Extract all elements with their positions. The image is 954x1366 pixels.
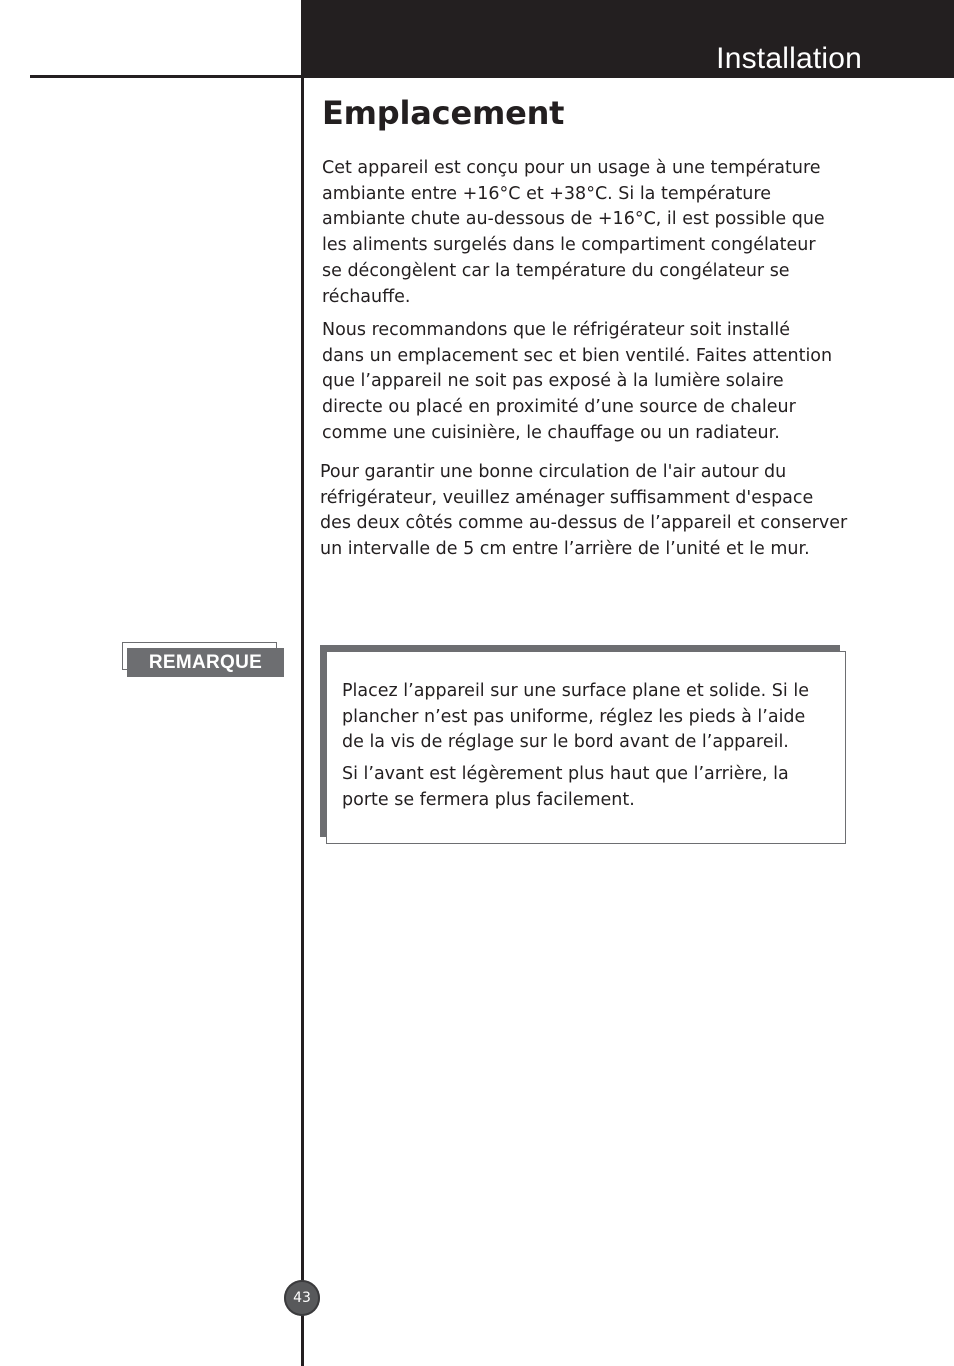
paragraph-temperature: Cet appareil est conçu pour un usage à une température ambiante entre +16°C et +38°C. Si la température ambiante chute au-dessous de +16°C, il est possible que les aliments surgelés dans le compartiment congélateur se décongèlent car la température du congélateur se réchauffe. [322,158,825,307]
left-divider-rule [30,75,303,78]
note-paragraph-surface: Placez l’appareil sur une surface plane et solide. Si le plancher n’est pas uniforme, réglez les pieds à l’aide de la vis de réglage sur le bord avant de l’appareil. [342,681,809,753]
vertical-divider-rule [301,0,304,1366]
note-badge: REMARQUE [127,648,284,677]
header-band [303,0,954,78]
section-title: Installation [716,42,862,75]
paragraph-air-circulation: Pour garantir une bonne circulation de l'air autour du réfrigérateur, veuillez aménager suffisamment d'espace des deux côtés comme au-dessus de l’appareil et conserver un intervalle de 5 cm entre l’arrière de l’unité et le mur. [320,462,848,560]
paragraph-location: Nous recommandons que le réfrigérateur soit installé dans un emplacement sec et bien ventilé. Faites attention que l’appareil ne soit pas exposé à la lumière solaire directe ou placé en proximité d’une source de chaleur comme une cuisinière, le chauffage ou un radiateur. [322,320,833,443]
page-heading: Emplacement [322,94,565,132]
note-paragraph-door: Si l’avant est légèrement plus haut que l’arrière, la porte se fermera plus facilement. [342,764,789,810]
page-number-badge: 43 [284,1280,320,1316]
